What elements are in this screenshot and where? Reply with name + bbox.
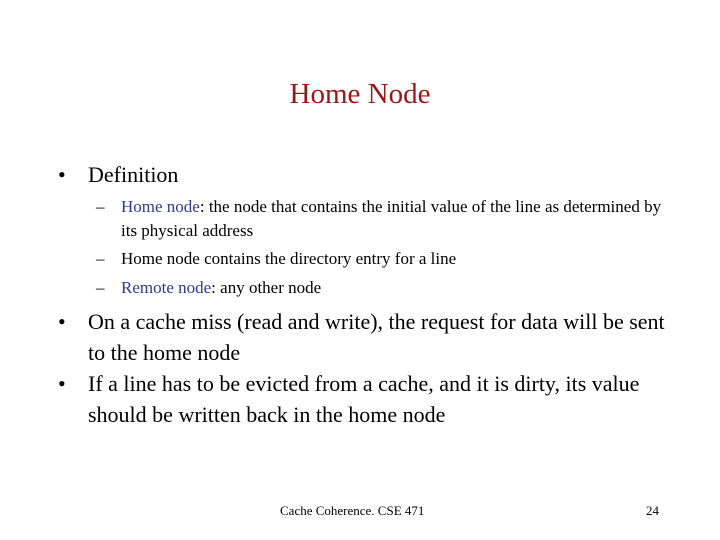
bullet-marker: • xyxy=(58,371,66,396)
bullet-eviction xyxy=(58,368,678,430)
subitem-rest: : any other node xyxy=(211,278,322,297)
subitem-text xyxy=(121,195,666,243)
subitem-remote-node xyxy=(96,276,666,300)
slide-title: Home Node xyxy=(289,78,431,110)
bullet-marker: • xyxy=(58,162,66,187)
page-number: 24 xyxy=(646,503,659,518)
subitem-rest: : the node that contains the initial value of the line as determined by its physical address xyxy=(121,197,662,240)
bullet-text: On a cache miss (read and write), the request for data will be sent to the home node xyxy=(88,309,665,365)
subitem-text xyxy=(121,247,666,271)
sub-bullet-marker: – xyxy=(96,249,105,268)
bullet-cache-miss xyxy=(58,306,678,368)
sub-bullet-marker: – xyxy=(96,278,105,297)
term-home-node: Home node xyxy=(121,197,200,216)
footer-text: Cache Coherence. CSE 471 xyxy=(280,503,425,518)
bullet-definition xyxy=(58,159,678,190)
subitem-directory-entry xyxy=(96,247,666,271)
subitem-home-node xyxy=(96,195,666,243)
bullet-marker: • xyxy=(58,309,66,334)
sub-bullet-marker: – xyxy=(96,197,105,216)
subitem-text xyxy=(121,276,666,300)
term-remote-node: Remote node xyxy=(121,278,212,297)
bullet-text: If a line has to be evicted from a cache, and it is dirty, its value should be written back in the home node xyxy=(88,371,640,427)
subitem-rest: Home node contains the directory entry for a line xyxy=(121,249,457,268)
bullet-text: Definition xyxy=(88,162,179,187)
